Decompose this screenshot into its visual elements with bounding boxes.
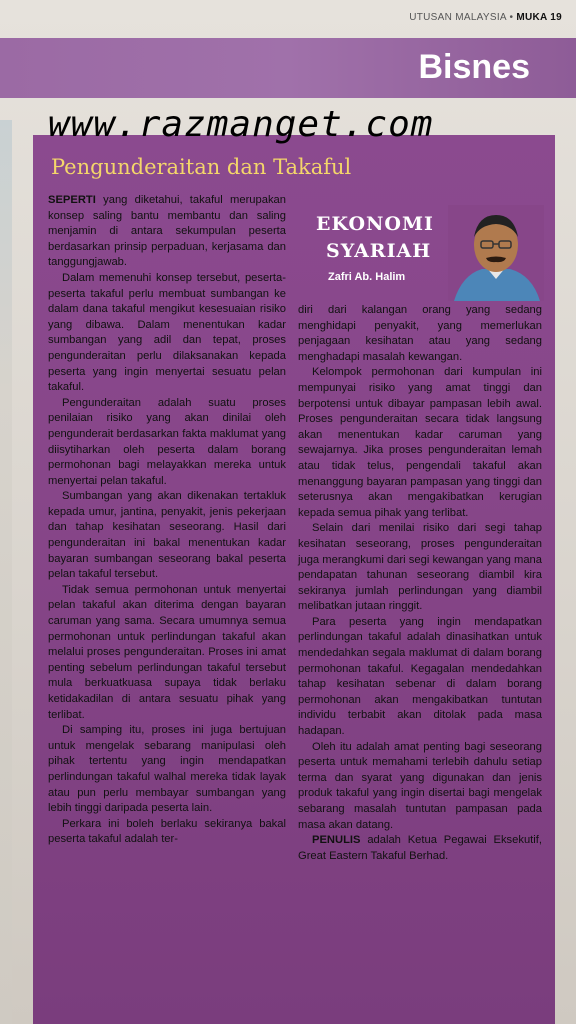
watermark: www.razmanget.com (48, 104, 434, 145)
paragraph: Selain dari menilai risiko dari segi tahap kesihatan seseorang, proses pengunderaitan juga merangkumi dari segi kewangan yang mana pendapatan tahunan seseorang diambil kira sekiranya jumlah perlindungan yang diambil melibatkan jutaan ringgit. (298, 522, 542, 613)
paragraph: Di samping itu, proses ini juga bertujuan untuk mengelak sebarang manipulasi oleh pihak tertentu yang ingin mendapatkan perlindungan takaful walhal mereka tidak layak atau pun perlu membayar sumbangan yang lebih tinggi daripada peserta lain. (48, 724, 286, 815)
lead-word: SEPERTI (48, 194, 96, 206)
author-name: Zafri Ab. Halim (328, 271, 406, 283)
paragraph (48, 193, 286, 271)
article-column-1 (48, 193, 286, 848)
paragraph-text: adalah Ketua Pegawai Eksekutif, Great Eastern Takaful Berhad. (298, 834, 542, 862)
paragraph: Tidak semua permohonan untuk menyertai pelan takaful akan diterima dengan bayaran caruman yang sama. Secara umumnya semua permohonan untuk perlindungan takaful akan melalui proses pengunderaitan. Proses ini amat penting sebelum perlindungan takaful tersebut mula berkuatkuasa supaya tidak berlaku ketidakadilan di antara sesuatu pihak yang terlibat. (48, 583, 286, 721)
article (33, 135, 555, 1024)
paragraph-text: yang diketahui, takaful merupakan konsep saling bantu membantu dan saling menjamin di antara sekumpulan peserta berdasarkan prinsip perpaduan, kerjasama dan tanggungjawab. (48, 194, 286, 269)
paragraph: diri dari kalangan orang yang sedang menghidapi penyakit, yang memerlukan penjagaan kesihatan atau yang sedang menghadapi masalah kewangan. (298, 304, 542, 363)
paragraph: Dalam memenuhi konsep tersebut, peserta-peserta takaful perlu membuat sumbangan ke dalam dana takaful mengikut kesesuaian risiko yang dibawa. Dalam menentukan kadar sumbangan yang adil dan tepat, proses pengunderaitan perlu dilaksanakan kepada peserta yang ingin menyertai sesuatu pelan takaful. (48, 271, 286, 394)
column-byline (298, 205, 542, 301)
paper-name: UTUSAN MALAYSIA (409, 12, 507, 23)
paragraph: Sumbangan yang akan dikenakan tertakluk kepada umur, jantina, penyakit, jenis pekerjaan dan tahap kesihatan seseorang. Hasil dari pengunderaitan ini bakal menentukan kadar bayaran sumbangan seseorang bakal peserta pelan takaful tersebut. (48, 490, 286, 581)
masthead (409, 12, 562, 23)
adjacent-page-strip (0, 120, 12, 1024)
section-title: Bisnes (418, 48, 530, 86)
article-headline: Pengunderaitan dan Takaful (51, 155, 352, 179)
author-photo (448, 205, 544, 301)
paragraph: Kelompok permohonan dari kumpulan ini mempunyai risiko yang amat tinggi dan berpotensi untuk dibayar pampasan lebih awal. Proses pengunderaitan secara tidak langsung akan menentukan kadar caruman yang sewajarnya. Jika proses pengunderaitan lemah atau tidak telus, pengendali takaful akan menanggung bayaran pampasan yang tinggi dan seterusnya akan mengakibatkan kerugian kepada semua pihak yang terlibat. (298, 366, 542, 519)
paragraph: Oleh itu adalah amat penting bagi seseorang peserta untuk memahami terlebih dahulu setiap terma dan syarat yang digunakan dan jenis produk takaful yang ingin disertai bagi mengelak sebarang masalah tuntutan pampasan pada masa akan datang. (298, 740, 542, 831)
paragraph: Perkara ini boleh berlaku sekiranya bakal peserta takaful adalah ter- (48, 817, 286, 846)
column-title-line2: SYARIAH (326, 240, 432, 262)
lead-word: PENULIS (312, 834, 361, 847)
article-column-2 (298, 303, 542, 864)
paragraph: Pengunderaitan adalah suatu proses penilaian risiko yang akan dinilai oleh pengunderait berdasarkan fakta maklumat yang diisytiharkan oleh peserta dalam borang permohonan bagi melayakkan mereka untuk menyertai pelan takaful. (48, 396, 286, 487)
page-number: MUKA 19 (516, 12, 562, 23)
paragraph (298, 833, 542, 864)
paragraph: Para peserta yang ingin mendapatkan perlindungan takaful adalah dinasihatkan untuk mendedahkan segala maklumat di dalam borang permohonan takaful. Kegagalan mendedahkan tahap kesihatan sebenar di dalam borang permohonan akan mengakibatkan tuntutan individu terbabit akan ditolak pada masa hadapan. (298, 615, 542, 738)
masthead-separator: • (509, 12, 514, 23)
column-title-line1: EKONOMI (316, 213, 434, 235)
